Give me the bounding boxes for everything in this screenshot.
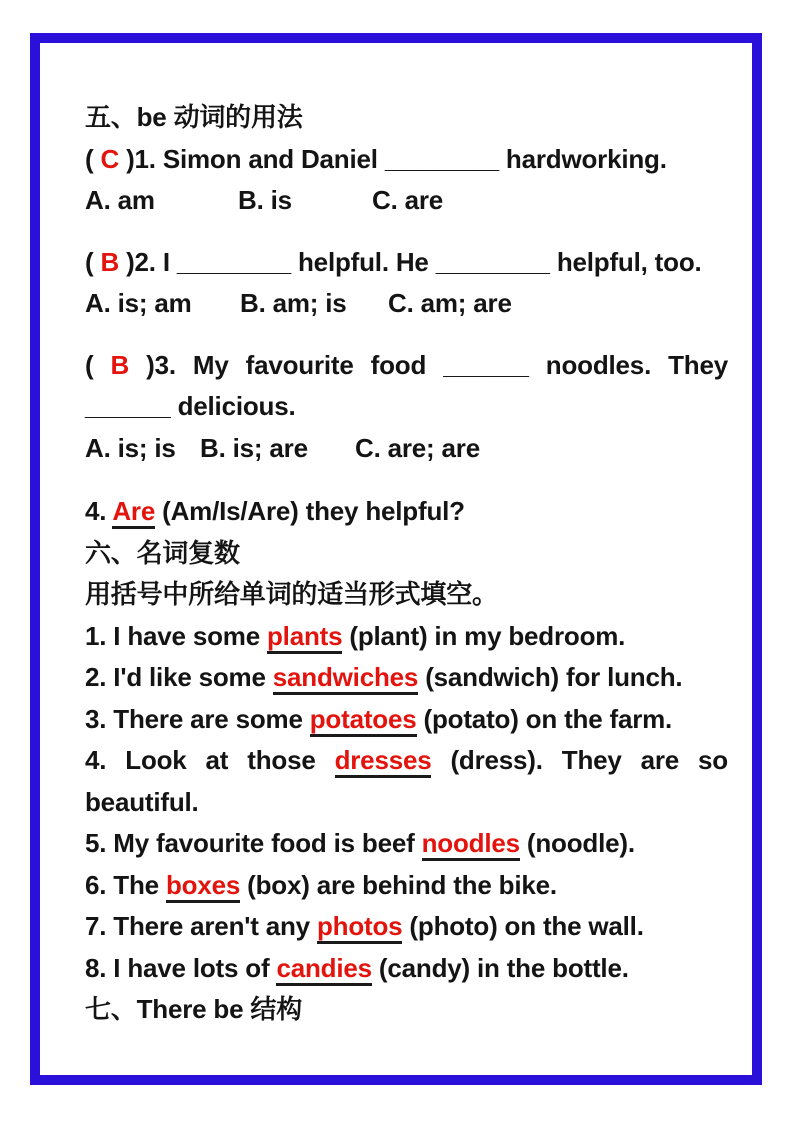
s6-item-2	[85, 657, 728, 699]
item1-post: (plant) in my bedroom.	[342, 620, 626, 651]
item1-pre: 1. I have some	[85, 620, 267, 651]
q4-answer: Are	[112, 496, 155, 529]
item8-pre: 8. I have lots of	[85, 952, 277, 983]
q4-pre: 4.	[85, 496, 113, 526]
q4-text: (Am/Is/Are) they helpful?	[155, 496, 465, 526]
section5-heading: 五、be 动词的用法	[85, 102, 303, 132]
section6-heading: 六、名词复数	[85, 537, 240, 568]
q1-option-c: C. are	[372, 185, 444, 215]
s6-item-4-line2: beautiful.	[85, 786, 199, 817]
s6-item-3	[85, 699, 728, 741]
item3-pre: 3. There are some	[85, 703, 310, 734]
q3-option-b: B. is; are	[200, 432, 308, 463]
q1-pre: (	[85, 143, 101, 174]
s6-item-8	[85, 948, 728, 990]
question-2	[85, 242, 728, 284]
q1-answer: C	[100, 143, 120, 174]
q1-option-a: A. am	[85, 185, 155, 215]
q3-option-c: C. are; are	[355, 432, 480, 463]
q2-options	[85, 283, 728, 325]
section7-heading: 七、There be 结构	[85, 994, 302, 1024]
item7-answer: photos	[317, 911, 402, 944]
item3-post: (potato) on the farm.	[416, 703, 673, 734]
q3-options	[85, 428, 728, 470]
question-1	[85, 139, 728, 181]
s6-item-1	[85, 616, 728, 658]
q2-option-a: A. is; am	[85, 288, 192, 318]
item4-pre: 4. Look at those	[85, 745, 335, 775]
q1-options	[85, 180, 728, 222]
q2-option-b: B. am; is	[240, 288, 347, 318]
item6-post: (box) are behind the bike.	[240, 869, 557, 900]
worksheet-content	[85, 97, 728, 1031]
item7-pre: 7. There aren't any	[85, 911, 317, 941]
page-border-frame	[30, 33, 762, 1085]
item4-answer: dresses	[335, 745, 432, 778]
item2-pre: 2. I'd like some	[85, 662, 273, 692]
s6-item-5	[85, 823, 728, 865]
item5-answer: noodles	[422, 828, 520, 861]
section6-instruction: 用括号中所给单词的适当形式填空。	[85, 579, 498, 609]
q2-pre: (	[85, 246, 101, 277]
s6-item-4-line1	[85, 740, 728, 782]
item4-post: (dress). They are so	[431, 745, 728, 775]
item3-answer: potatoes	[310, 704, 417, 737]
q2-text: )2. I ________ helpful. He ________ helpful, too.	[119, 246, 702, 277]
q3-pre: (	[85, 349, 111, 380]
question-4	[85, 491, 728, 533]
item2-post: (sandwich) for lunch.	[418, 662, 683, 692]
item8-post: (candy) in the bottle.	[371, 952, 629, 983]
item7-post: (photo) on the wall.	[402, 911, 644, 941]
item6-pre: 6. The	[85, 869, 166, 900]
question-3-line2: ______ delicious.	[85, 391, 296, 421]
item6-answer: boxes	[166, 870, 240, 903]
s6-item-6	[85, 865, 728, 907]
item2-answer: sandwiches	[273, 662, 418, 695]
q2-answer: B	[100, 246, 120, 277]
item5-pre: 5. My favourite food is beef	[85, 828, 422, 858]
item8-answer: candies	[276, 953, 371, 986]
item1-answer: plants	[267, 621, 342, 654]
q3-option-a: A. is; is	[85, 432, 176, 463]
q3-text: )3. My favourite food ______ noodles. They	[129, 349, 729, 380]
q1-option-b: B. is	[238, 185, 292, 215]
q3-answer: B	[110, 349, 130, 380]
q2-option-c: C. am; are	[388, 288, 512, 318]
q1-text: )1. Simon and Daniel ________ hardworking.	[119, 143, 667, 174]
question-3-line1	[85, 345, 728, 387]
item5-post: (noodle).	[519, 828, 635, 858]
s6-item-7	[85, 906, 728, 948]
